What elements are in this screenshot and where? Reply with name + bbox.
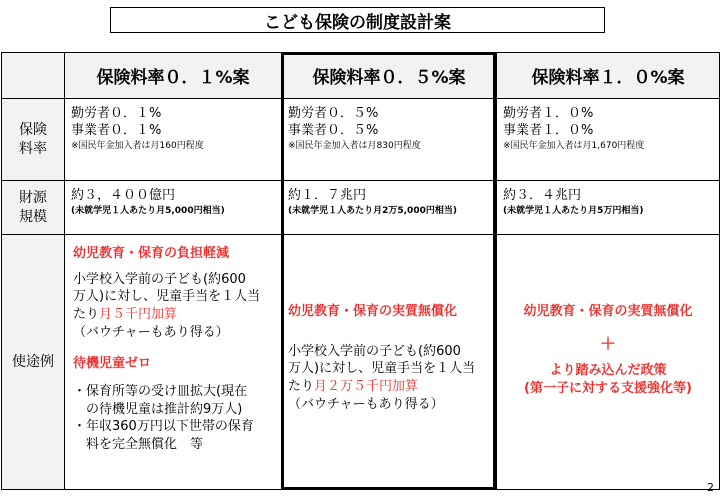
uses-0.5-paragraph: 小学校入学前の子ども(約600 万人)に対し、児童手当を１人当 たり月２万５千円加算 （バウチャーもあり得る） [288,343,476,412]
row-header-funding: 財源 規模 [2,181,65,235]
premium-cell-1.0: 勤労者１．０% 事業者１．０% ※国民年金加入者は月1,670円程度 [497,99,720,181]
funding-row [2,181,720,235]
funding-cell-0.5: 約１．７兆円 (未就学児１人あたり月2万5,000円相当) [282,181,497,235]
uses-1.0-line-2: より踏み込んだ政策 [549,363,667,379]
uses-0.1-heading-2: 待機児童ゼロ [73,356,152,372]
funding-cell-1.0: 約３．４兆円 (未就学児１人あたり月5万円相当) [497,181,720,235]
page-title: こども保険の制度設計案 [110,7,605,33]
uses-0.5-heading: 幼児教育・保育の実質無償化 [288,304,458,319]
uses-cell-0.1 [65,235,282,490]
corner-cell [2,53,65,99]
uses-cell-1.0 [497,235,720,490]
uses-0.1-heading-1: 幼児教育・保育の負担軽減 [73,246,230,261]
uses-cell-0.5 [282,235,497,490]
uses-1.0-line-3: (第一子に対する支援強化等) [524,381,692,397]
premium-cell-0.5: 勤労者０．５% 事業者０．５% ※国民年金加入者は月830円程度 [282,99,497,181]
allowance-amount: 月５千円加算 [99,307,178,323]
uses-0.1-bullets: ・保育所等の受け皿拡大(現在 の待機児童は推計約9万人) ・年収360万円以下世帯の保育 料を完全無償化 等 [73,384,254,453]
plan-table [1,52,720,490]
funding-cell-0.1: 約３，４００億円 (未就学児１人あたり月5,000円相当) [65,181,282,235]
header-row [2,53,720,99]
uses-row [2,235,720,490]
uses-1.0-line-1: 幼児教育・保育の実質無償化 [523,304,693,319]
allowance-amount: 月２万５千円加算 [314,379,419,395]
column-header-1.0: 保険料率１．０%案 [497,53,720,99]
uses-0.1-paragraph: 小学校入学前の子ども(約600 万人)に対し、児童手当を１人当 たり月５千円加算 （バウチャーもあり得る） [73,271,261,340]
plus-sign: ＋ [599,333,616,353]
premium-cell-0.1: 勤労者０．１% 事業者０．１% ※国民年金加入者は月160円程度 [65,99,282,181]
column-header-0.1: 保険料率０．１%案 [65,53,282,99]
row-header-uses: 使途例 [2,235,65,490]
premium-row [2,99,720,181]
row-header-premium: 保険 料率 [2,99,65,181]
page-number: 2 [707,481,714,494]
column-header-0.5: 保険料率０．５%案 [282,53,497,99]
